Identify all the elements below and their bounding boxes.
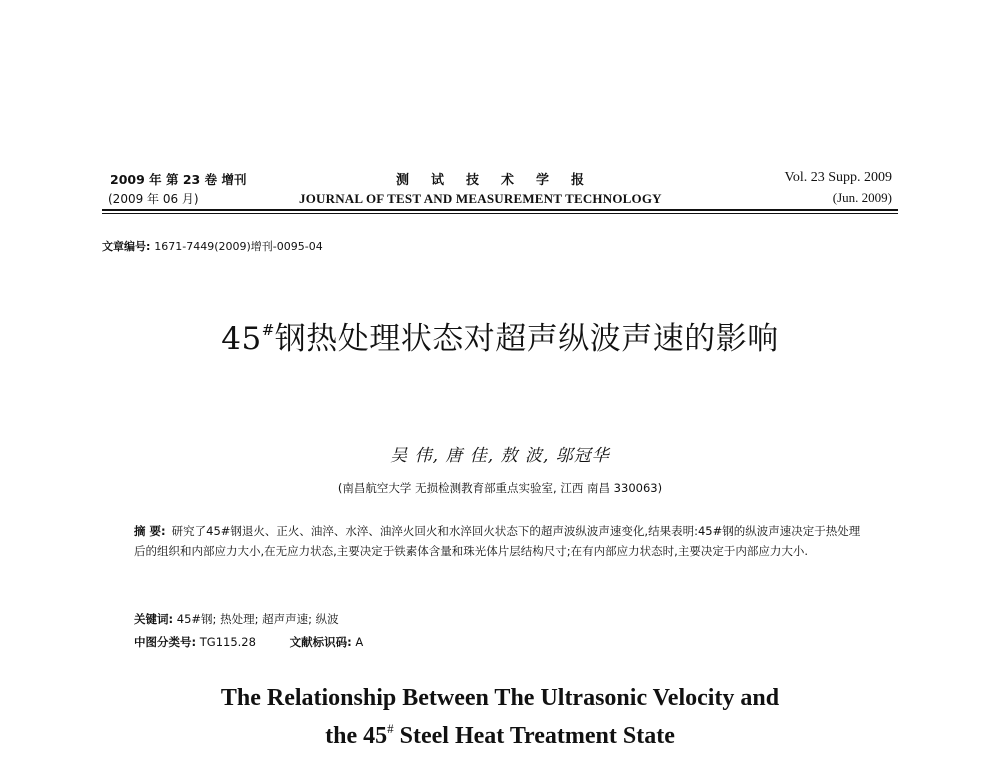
clc-label: 中图分类号: [134, 635, 197, 649]
header-volume: Vol. 23 Supp. 2009 [784, 170, 892, 185]
title-en-line1: The Relationship Between The Ultrasonic Velocity and [220, 685, 780, 711]
classification [134, 634, 363, 650]
header-month: (Jun. 2009) [832, 190, 892, 205]
abstract-text: 研究了45#钢退火、正火、油淬、水淬、油淬火回火和水淬回火状态下的超声波纵波声速变化,结果表明:45#钢的纵波声速决定于热处理后的组织和内部应力大小,在无应力状态,主要决定于铁素体含量和珠光体片层结构尺寸;在有内部应力状态时,主要决定于内部应力大小. [134, 524, 861, 558]
header-issue: 2009 年 第 23 卷 增刊 [110, 172, 247, 187]
keywords [134, 611, 339, 627]
title-en-line2 [0, 721, 1000, 750]
title-en-line2-sup: # [387, 721, 394, 736]
affiliation: (南昌航空大学 无损检测教育部重点实验室, 江西 南昌 330063) [337, 481, 663, 495]
journal-title-en: JOURNAL OF TEST AND MEASUREMENT TECHNOLOGY [299, 191, 662, 206]
article-number [102, 238, 323, 254]
clc-value: TG115.28 [199, 635, 256, 649]
abstract-label: 摘 要: [134, 524, 166, 538]
title-cn-rest: 钢热处理状态对超声纵波声速的影响 [274, 321, 779, 357]
authors: 吴 伟, 唐 佳, 敖 波, 邬冠华 [390, 446, 610, 466]
title-cn [0, 313, 1000, 358]
journal-title-cn: 测试技术学报 [396, 173, 607, 188]
title-en-line2-rest: Steel Heat Treatment State [393, 723, 675, 749]
keywords-label: 关键词: [134, 612, 174, 626]
doc-code-label: 文献标识码: [289, 635, 352, 649]
keywords-text: 45#钢; 热处理; 超声声速; 纵波 [176, 612, 339, 626]
header-rule-thick [102, 209, 898, 211]
article-number-label: 文章编号: [102, 240, 151, 253]
header-rule-thin [102, 213, 898, 214]
title-cn-sup: # [261, 321, 275, 339]
article-number-value: 1671-7449(2009)增刊-0095-04 [154, 240, 323, 253]
abstract [134, 521, 870, 561]
title-en-line2-prefix: the 45 [325, 723, 388, 749]
doc-code-value: A [355, 635, 364, 649]
title-cn-prefix: 45 [221, 321, 262, 357]
header-date: (2009 年 06 月) [108, 192, 199, 206]
